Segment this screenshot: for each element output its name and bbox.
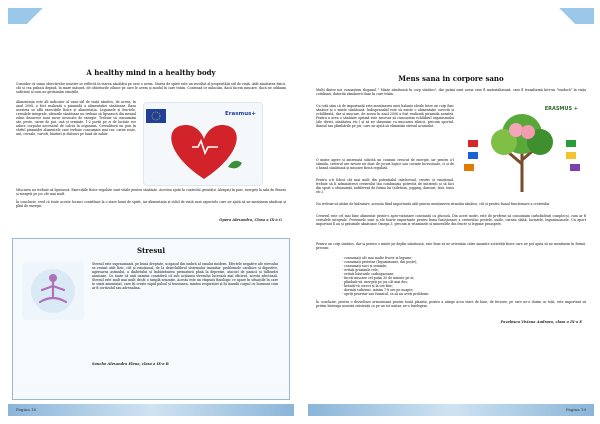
article-paragraph: Nu trebuie să uităm de hidratare, aceasta fiind importantă atât pentru menținerea ritmului sănătos, cât și pentru bunul funcționare a creierului. xyxy=(316,202,551,206)
list-item: - consumați cât mai multe fructe și legume; xyxy=(342,256,413,260)
right-page xyxy=(308,8,594,416)
stress-title: Stresul xyxy=(136,246,166,255)
list-item: - dormiți suficient, minim 7-8 ore pe noapte; xyxy=(342,288,414,292)
page-footer-bar xyxy=(308,404,594,416)
stress-signature: Sonche Alexandra Elena, clasa a IX-a B xyxy=(92,362,169,366)
erasmus-label: ERASMUS + xyxy=(544,106,578,112)
article-paragraph: În concluzie, cred că toate aceste lucruri contribuie la o stare bună de spirit, iar alimentația și stilul de viață sunt aspectele care ne ajută să ne menținem sănătoși și plini de energie. xyxy=(16,200,286,208)
list-item: - opriți prioritar sau fumatul, ca să nu aveți probleme. xyxy=(342,292,430,296)
list-item: - evitați grăsimile rele; xyxy=(342,268,379,272)
article-title: Mens sana in corpore sano xyxy=(398,74,504,83)
erasmus-tree-image xyxy=(460,104,586,194)
article-conclusion: În concluzie, pentru o dezvoltare armonioasă pentru toată planeta, pentru a atinge acea stare de bine, de fericire, pe care ne-o dorim cu toții, este important să privim întreaga noastră existență ca pe un tot unitar, ne-o înțelegem. xyxy=(316,300,586,308)
article-signature: Opera Alexandra, Clasa a IX-a G xyxy=(219,218,282,222)
erasmus-heart-image xyxy=(143,102,263,186)
article-paragraph: Pentru un corp sănătos, dar și pentru o minte pe deplin sănătoasă, este bine să ne orientăm către anumite activități fizice care ne pot ajuta să ne menținem în formă, precum: xyxy=(316,242,586,250)
list-item: - hrăniți-vă corect și la ore fixe; xyxy=(342,284,393,288)
article-paragraph: Mișcarea nu trebuie să lipsească. Exercițiile fizice regulate sunt vitale pentru sănătate. Acestea ajută la controlul greutății. Alergați în parc, mergeți la sala de fitness și mergeți pe jos cât mai mult. xyxy=(16,188,286,196)
list-item: - evitați băuturile carbogazoase; xyxy=(342,272,395,276)
left-page xyxy=(8,8,294,416)
article-signature: Pavelescu Viviana Andreea, clasa a IX-a E xyxy=(500,320,582,324)
list-item: - plimbați-vă, mergeți pe jos cât mai des; xyxy=(342,280,408,284)
list-item: - consumați proteine (leguminoase, din pește); xyxy=(342,260,418,264)
article-title: A healthy mind in a healthy body xyxy=(86,68,216,77)
article-paragraph: Pentru a-ți folosi cât mai mult din potențialul intelectual, creativ și emoțional, trebuie să îi administrezi creierului tău combinația potrivită de nutrienți și să faci din sport o obișnuință, indiferent de forma lui (atletism, jogging, dansuri, înot, tenis etc.). xyxy=(316,178,454,194)
page-number: Pagina 18 xyxy=(16,407,37,412)
list-item: - consumați nuci și semințe; xyxy=(342,264,388,268)
page-corner-decoration xyxy=(524,8,594,24)
stress-paragraph: Stresul este supraumanit, pe bună dreptate, ucigașul din umbră al omului modern. Efectele negative ale stresului se resimt atât fizic, cât și emoțional, de la dezechilibrul sistemului imunitar, problemele cardiace și digestive, agravarea astmului, a diabetului și îmbătrânirea prematură până la depresie, atacuri de panică și tulburări anxioase. Cu toate că unii oameni consideră că sub acțiunea stresului lucrează mai eficient, acesta afectează. Stresul este mult mai mult decât o simplă senzație. Acesta este un răspuns fiziologic ce apare în situațiile în care te simți amenințat, care îți crește rapid pulsul și tensiunea, mintea respirației și îți inundă corpul cu hormoni cum ar fi cortizolul sau adrenalina. xyxy=(92,262,278,290)
article-paragraph: Consider că suma obiectivelor noastre se reflectă în starea sănătății pe care o avem. Starea de spirit este un rezultat al proprietății stil de viață. Atât sănătatea fizică, cât și cea psihică depind, în mare măsură, de obiceiurile zilnice pe care le avem și modul în care trăim. Contează ce mâncăm, dacă facem mișcare, dacă ne odihnim suficient și cum ne gestionăm emoțiile. xyxy=(16,82,286,94)
tips-list xyxy=(316,256,586,296)
article-paragraph: Cu toții știm că de importanță este menținerea unei balanțe ideale între un corp fizic sănătos și o minte sănătoasă. Indispensabil este să existe o alimentație corectă și echilibrată, dar și mișcare, de aceea în anul 2008 a fost realizată piramida noastră. Pentru a avea o sănătate optimă este necesar să cunoaștem echilibrul organismului (ale dietei, sănătatea etc.) și să ne obișnuim cu mișcarea zilnică, precum sportul, dansul sau plimbările pe jos, care ne ajută să eliminăm stresul acumulat. xyxy=(316,104,454,128)
page-number: Pagina 19 xyxy=(565,407,586,412)
brain-tree-icon xyxy=(460,104,586,194)
meditation-figure-icon xyxy=(22,262,84,320)
article-paragraph: Alimentația este alt indicator al unui stil de viață sănătos, de aceea, în anul 2008, a fost realizată o piramidă a alimentației sănătoase. Baza acesteia se află exercițiile fizice și alimentația. Legumele și fructele, cerealele integrale, uleiurile sănătoase nu trebuie să lipsească din meniul zilnic deoarece sunt surse nesecate de energie. Trebuie să consumăm săr, peste, carne de pui, ouă și semințe. 1-2 porții pe zi de lactate vor aduce corpului necesarul de calciu în organism. Cerealitorii nu pun în vârful piramidei alimentele care trebuie consumate mai rar: carne roșie, unt, cereale, cartofi, băuturi și dulciuri pe bază de zahăr. xyxy=(16,100,136,136)
page-footer-bar xyxy=(8,404,294,416)
list-item: - faceți mișcare cel puțin 30 de minute pe zi; xyxy=(342,276,415,280)
article-intro: Mulți dintre noi cunoaștem sloganul " Minte sănătoasă în corp sănătos", dar puțini sunt aceia care îl materializează, care îl transformă într-un "traducă" în viața cotidiană, datorită rămânerii doar în care trăim. xyxy=(316,88,586,96)
article-paragraph: O minte agere și antrenată solicită un consum crescut de energie, iar pentru a-l stimula, creierul are nevoie nu doar de jocuri logice sau cuvinte încrucișate, ci și de o hrană sănătoasă și mișcare fizică regulată. xyxy=(316,158,454,170)
page-corner-decoration xyxy=(8,8,78,24)
erasmus-label: Erasmus+ xyxy=(225,111,256,117)
article-paragraph: Creierul este cel mai bine alimentat printr-o apro-vizionare constantă cu glucoză. Din acest motiv, este de preferat să consumăm carbohidrați complecși, cum ar fi cerealele integrale. Proteinele sunt și ele foarte importante pentru buna funcționare a creierului: peștele, ouăle, carnea slabă, lactatele, leguminoasele. Un aport important îl au și grăsimile sănătoase Omega 3, precum și vitaminele și mineralele din fructe și legume proaspete. xyxy=(316,214,586,226)
meditation-image xyxy=(22,262,84,320)
